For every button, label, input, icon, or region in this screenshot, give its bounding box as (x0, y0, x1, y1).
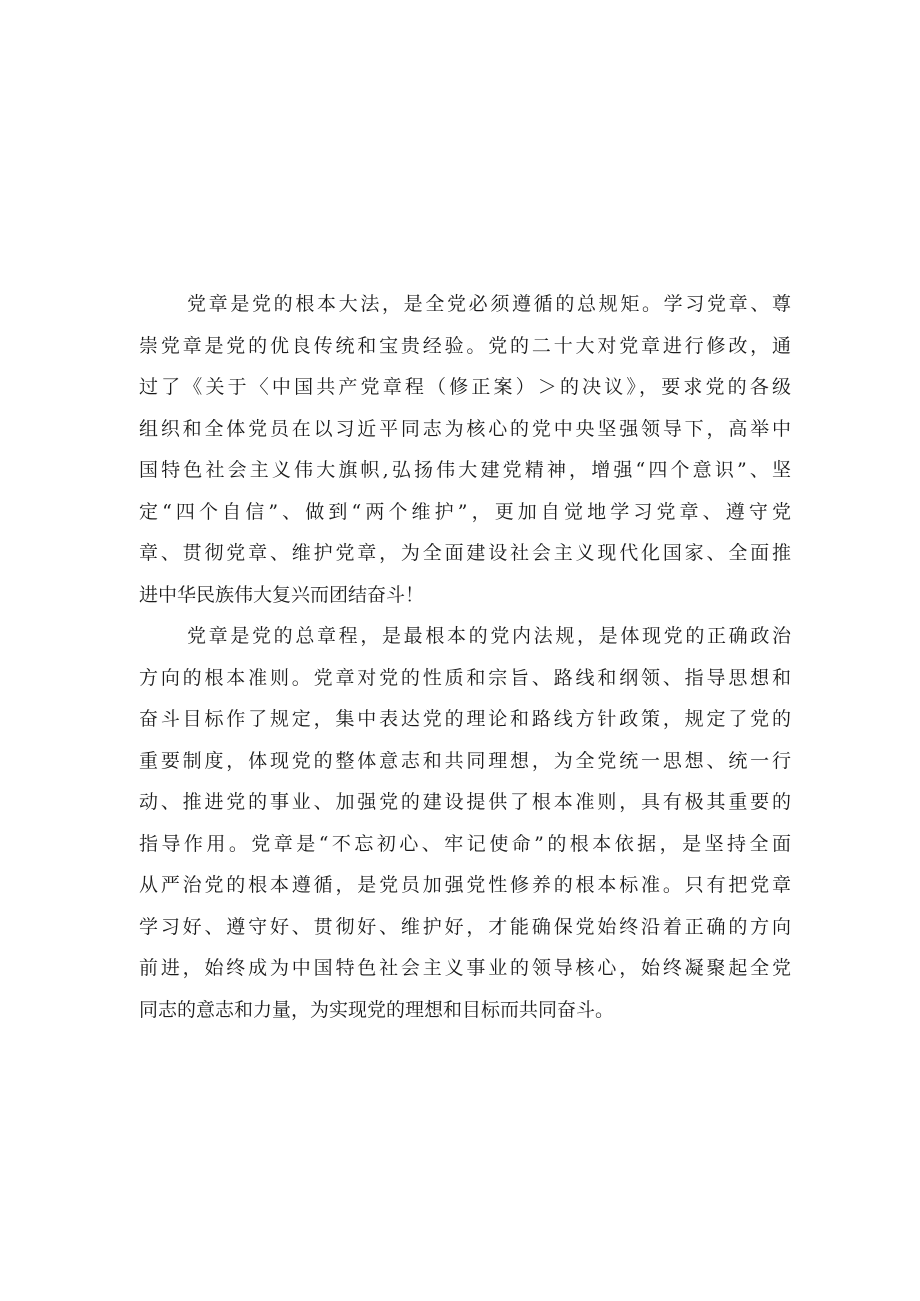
text-line: 同志的意志和力量，为实现党的理想和目标而共同奋斗。 (139, 998, 615, 1021)
paragraph-1 (139, 284, 791, 616)
text-line: 方向的根本准则。党章对党的性质和宗旨、路线和纲领、指导思想和 (139, 666, 791, 689)
text-line: 章、贯彻党章、维护党章，为全面建设社会主义现代化国家、全面推 (139, 542, 791, 564)
paragraph-2 (139, 616, 791, 1031)
text-line: 定“四个自信”、做到“两个维护”，更加自觉地学习党章、遵守党 (139, 500, 791, 523)
text-line: 党章是党的根本大法，是全党必须遵循的总规矩。学习党章、尊 (187, 293, 791, 315)
text-line: 崇党章是党的优良传统和宝贵经验。党的二十大对党章进行修改，通 (139, 334, 791, 357)
text-line: 前进，始终成为中国特色社会主义事业的领导核心，始终凝聚起全党 (139, 957, 791, 979)
text-line: 从严治党的根本遵循，是党员加强党性修养的根本标准。只有把党章 (139, 874, 791, 896)
text-line: 进中华民族伟大复兴而团结奋斗！ (139, 583, 425, 606)
text-line: 国特色社会主义伟大旗帜,弘扬伟大建党精神，增强“四个意识”、坚 (139, 459, 791, 481)
text-line: 学习好、遵守好、贯彻好、维护好，才能确保党始终沿着正确的方向 (139, 915, 791, 938)
text-line: 动、推进党的事业、加强党的建设提供了根本准则，具有极其重要的 (139, 791, 791, 813)
text-line: 党章是党的总章程，是最根本的党内法规，是体现党的正确政治 (187, 625, 791, 647)
text-line: 组织和全体党员在以习近平同志为核心的党中央坚强领导下，高举中 (139, 417, 791, 440)
text-line: 重要制度，体现党的整体意志和共同理想，为全党统一思想、统一行 (139, 749, 791, 772)
text-line: 过了《关于〈中国共产党章程（修正案）＞的决议》，要求党的各级 (139, 376, 791, 398)
text-line: 奋斗目标作了规定，集中表达党的理论和路线方针政策，规定了党的 (139, 708, 791, 730)
document-body (139, 284, 791, 1031)
text-line: 指导作用。党章是“不忘初心、牢记使命”的根本依据，是坚持全面 (139, 832, 791, 855)
